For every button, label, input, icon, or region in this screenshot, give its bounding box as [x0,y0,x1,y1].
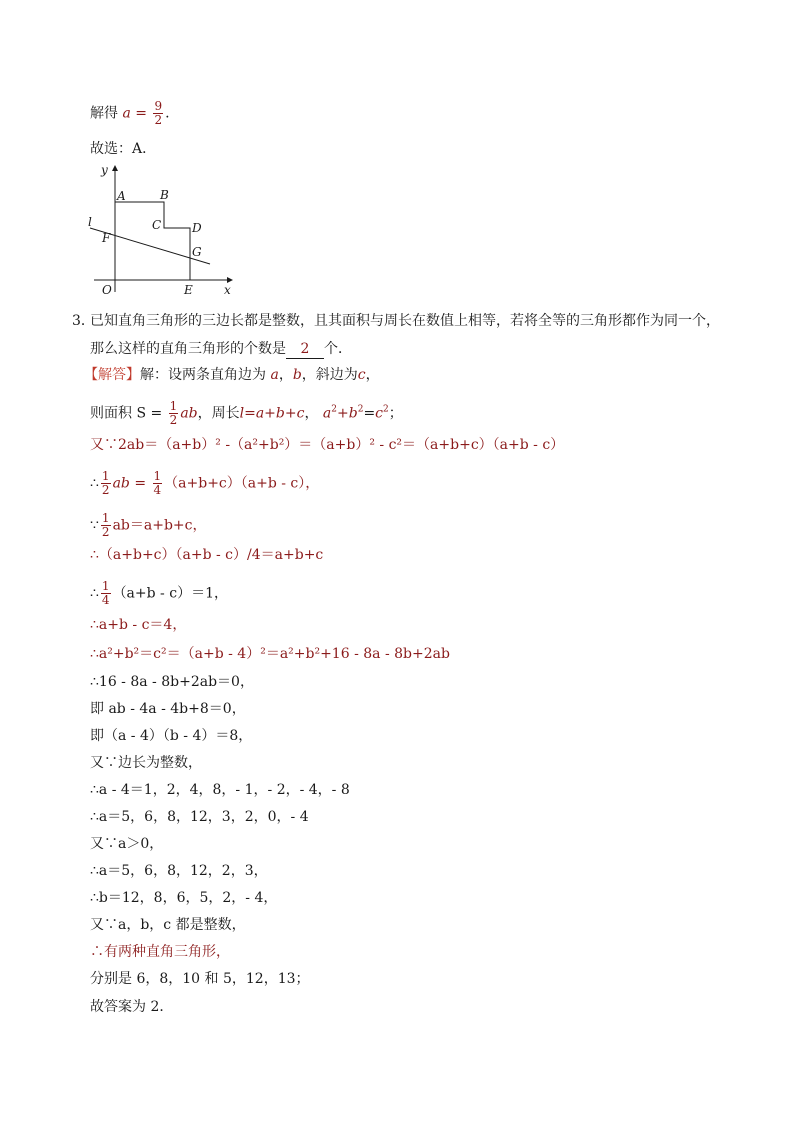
intro-end: ， [365,367,380,383]
frac-numerator: 1 [153,469,162,483]
solution-intro [84,366,380,384]
step-line-10: ∴16 - 8a - 8b+2ab＝0， [90,674,254,690]
final-answer: 故答案为 2． [90,999,174,1015]
step-line-16: 又∵a＞0， [90,836,164,852]
step-line-8: ∴a+b - c＝4， [90,617,187,633]
label-l: l [88,215,92,229]
fraction-quarter: $\frac{1}{4}$ [101,579,110,607]
step-line-18: ∴b＝12，8，6，5，2，- 4， [90,890,278,906]
fraction-quarter [153,470,163,497]
polygon-path [115,202,190,280]
step4-post: （a+b+c）（a+b - c）， [164,475,320,492]
var-b: b [292,367,302,383]
result-prefix: 解得 [90,105,118,122]
step-line-5 [90,512,206,539]
choice-line: 故选：A． [90,141,157,157]
step-line-4 [90,470,319,497]
label-A: A [117,189,126,203]
step-line-3: 又∵2ab＝（a+b）² -（a²+b²）＝（a+b）² - c²＝（a+b+c）（a+b - c） [90,437,565,453]
label-B: B [160,188,169,202]
answer-blank: 2 [286,340,324,359]
step-line-12: 即（a - 4）（b - 4）＝8， [90,728,253,744]
label-F: F [102,231,111,245]
intro-text: 解：设两条直角边为 [140,367,266,383]
step-line-20: ∴有两种直角三角形， [90,944,230,960]
frac-numerator: 9 [154,99,163,113]
frac-denominator: 2 [154,113,163,127]
pyth-a: a [322,405,332,422]
step4-mid: ab = [112,475,151,492]
pyth-c: c [375,405,384,422]
step-line-19: 又∵a，b，c 都是整数， [90,917,246,933]
label-D: D [192,221,202,235]
coordinate-figure [82,158,242,298]
label-G: G [192,245,202,259]
area-pre: 则面积 S = [90,405,167,422]
fraction-nine-halves [153,100,163,127]
pyth-end: ； [388,405,403,422]
sep: ， [278,367,293,383]
step-line-13: 又∵边长为整数， [90,755,202,771]
step-line-6: ∴（a+b+c）（a+b - c）/4＝a+b+c [90,547,324,563]
solution-tag: 【解答】 [84,367,140,383]
therefore: ∴ [90,585,99,602]
var-a: a [122,105,131,122]
step-line-9: ∴a²+b²＝c²＝（a+b - 4）²＝a²+b²+16 - 8a - 8b+2ab [90,646,450,662]
fraction-half: $\frac{1}{2}$ [101,469,110,497]
because: ∵ [90,517,99,534]
var-a: a [270,367,279,383]
equals: = [130,105,152,122]
step-line-17: ∴a＝5，6，8，12，2，3， [90,863,268,879]
problem-line-2-pre: 那么这样的直角三角形的个数是 [90,341,286,357]
problem-line-1: 已知直角三角形的三边长都是整数，且其面积与周长在数值上相等，若将全等的三角形都作为同一个， [90,313,720,329]
var-c: c [357,367,366,383]
label-C: C [152,218,162,232]
fraction-half [169,400,179,427]
perimeter-expr: l=a+b+c [239,405,305,422]
result-line [90,100,170,127]
label-O: O [102,283,112,297]
area-post: ，周长 [197,405,240,422]
step-line-14: ∴a - 4＝1，2，4，8，- 1，- 2，- 4，- 8 [90,782,350,798]
pyth-plus: + [337,405,349,422]
fraction-half: $\frac{1}{2}$ [101,511,110,539]
step5-post: ab＝a+b+c， [112,517,207,534]
therefore: ∴ [90,475,99,492]
step-line-11: 即 ab - 4a - 4b+8＝0， [90,701,246,717]
problem-line-2-post: 个． [324,341,352,357]
area-ab: ab [180,405,198,422]
frac-denominator: 4 [153,483,162,497]
label-y: y [101,163,108,177]
label-x: x [224,283,231,297]
step7-post: （a+b - c）＝1， [112,585,228,602]
result-end: . [165,105,170,122]
intro-mid: ，斜边为 [301,367,358,383]
pyth-eq: = [363,405,376,422]
pyth-b: b [348,405,358,422]
step-line-15: ∴a＝5，6，8，12，3，2，0，- 4 [90,809,309,825]
problem-line-2 [90,340,352,359]
frac-denominator: 2 [169,413,178,427]
frac-numerator: 1 [169,399,178,413]
step-line-7 [90,580,228,607]
area-line: 则面积 S = $\frac{1}{2}$ ab，周长l=a+b+c， $a^2+b^2=c^2$； [90,399,403,427]
problem-number: 3． [72,313,95,329]
label-E: E [184,283,193,297]
step-line-21: 分别是 6，8，10 和 5，12，13； [90,971,310,987]
